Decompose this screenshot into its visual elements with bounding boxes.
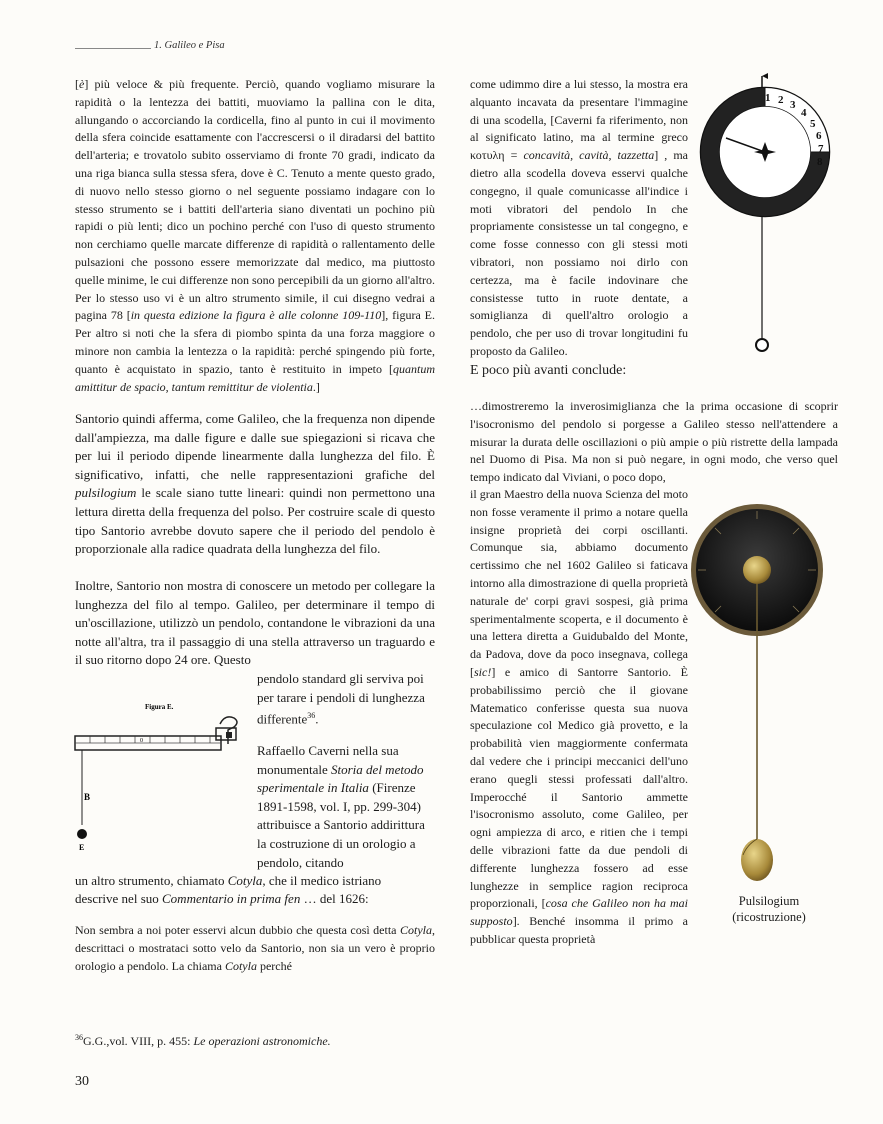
quote-block-3: …dimostreremo la inverosimiglianza che la prima occasione di scoprir l'isocronismo del pendolo si porgesse a Galileo stesso nell'attendere a misurar la durata delle oscillazioni o più ampie o più ristrette della lampada nel Duomo di Pisa. Ma non si può negare, in ogni modo, che verso quel tempo indicato dal Viviani, o poco dopo,: [470, 399, 838, 485]
pulsilogium-bob: [741, 839, 773, 881]
svg-text:3: 3: [790, 99, 796, 111]
paragraph-intro: E poco più avanti conclude:: [470, 363, 627, 378]
quote-block-right: come udimmo dire a lui stesso, la mostra era alquanto incavata da presentare l'immagine di una scodella, [Caverni fa riferimento, non al significato latino, ma al termine greco κοτυλη = concavità, cavità, tazzetta] , ma dietro alla scodella doveva esservi qualche congegno, il quale comunicasse all'indice i moti vibratori del pendolo In che propriamente consistesse un tal congegno, e come fosse connesso con gli stessi moti vibratori, non possiamo noi dirlo con certezza, ma è facile indovinare che consistesse tutto in ruote dentate, a somiglianza di quell'altro orologio a pendolo, che per uso di trovar longitudini fu proposto da Galileo.: [470, 77, 688, 358]
figure-caption: Pulsilogium (ricostruzione): [732, 894, 806, 924]
svg-text:4: 4: [801, 107, 807, 119]
dial-pendulum-bob: [756, 339, 768, 351]
figure-e-bob: [77, 829, 87, 839]
svg-text:1: 1: [765, 92, 771, 104]
running-header: 1. Galileo e Pisa: [154, 40, 225, 51]
quote-block-1: [è] più veloce & più frequente. Perciò, quando vogliamo misurare la rapidità o la lentezza dei battiti, muoviamo la pallina con le dita, allungando o accorciando la cordicella, fino al punto in cui il movimento della sfera coincide esattamente con l'accrescersi o il diradarsi del battito dell'arteria; e trovatolo subito osserviamo di fronte 70 gradi, indicato da una riga bianca sulla stessa sfera, dove è C. Tenuto a mente questo grado, di nuovo nello stesso giorno o nel seguente possiamo indagare con lo stesso strumento se i battiti dell'arteria siano diventati un pochino più rapidi o più lenti; dico un pochino perché con l'uso di questo strumento non cerchiamo quelle marcate differenze di rapidità o rallentamento delle pulsazioni che possono essere memorizzate dal medico, ma piuttosto quelle minime, le cui differenze non sono percepibili da un giorno all'altro. Per lo stesso uso vi è un altro strumento simile, il cui disegno vedrai a pagina 78 [in questa edizione la figura è alle colonne 109-110], figura E. Per altro si noti che la sfera di piombo spinta da una forza maggiore o minore non cambia la lentezza o la rapidità: perché spingendo più forte, quanto è acquistato in spazio, tanto è restituito in impeto [quantum amittitur de spacio, tantum remittitur de violentia.]: [75, 77, 435, 394]
cotyla-dial-figure: [690, 72, 840, 362]
paragraph-2-continued: pendolo standard gli serviva poi per tarare i pendoli di lunghezza differente$^{36}$.: [257, 671, 425, 727]
svg-text:7: 7: [818, 143, 824, 155]
svg-text:2: 2: [778, 94, 784, 106]
figure-e-bracket: [216, 717, 237, 744]
figure-e-label: Figura E.: [145, 703, 174, 711]
page-number: 30: [75, 1074, 89, 1089]
paragraph-1: Santorio quindi afferma, come Galileo, che la frequenza non dipende dall'ampiezza, ma dalle figure e dalle sue spiegazioni si ricava che per lui il periodo dipende linearmente dalla lunghezza del filo. È significativo, infatti, che nelle rappresentazioni grafiche del pulsilogium le scale siano tutte lineari: quindi non permettono una lettura diretta della frequenza del polso. Per costruire scale di questo tipo Santorio avrebbe dovuto sapere che il periodo del pendolo è proporzionale alla radice quadrata della lunghezza del filo.: [75, 411, 435, 557]
figure-e-diagram: [70, 700, 250, 860]
paragraph-3: Raffaello Caverni nella sua monumentale Storia del metodo sperimentale in Italia (Firenze 1891-1598, vol. I, pp. 299-304) attribuisce a Santorio addirittura la costruzione di un orologio a pendolo, citando: [257, 743, 425, 870]
figure-e-label-e: E: [79, 843, 85, 852]
header-rule: [75, 48, 151, 49]
paragraph-2: Inoltre, Santorio non mostra di conoscere un metodo per collegare la lunghezza del filo al tempo. Galileo, per determinare il tempo di un'oscillazione, utilizzò un pendolo, contandone le vibrazioni da una notte all'altra, tra il passaggio di una stella attraverso un traguardo e il suo ritorno dopo 24 ore. Questo: [75, 578, 435, 668]
quote-block-2: Non sembra a noi poter esservi alcun dubbio che questa così detta Cotyla, descrittaci o mostrataci sotto velo da Santorio, non sia un vero è proprio orologio a pendolo. La chiama Cotyla perché: [75, 923, 435, 973]
svg-text:6: 6: [816, 130, 822, 142]
figure-e-scale-mark: 0: [140, 738, 143, 744]
quote-block-3-continued: il gran Maestro della nuova Scienza del moto non fosse veramente il primo a notare quella insigne proprietà dei corpi oscillanti. Comunque sia, abbiamo documento certissimo che nel 1602 Galileo si faticava intorno alla dimostrazione di quella proprietà naturale de' corpi gravi sospesi, già prima sperimentalmente scoperta, e il documento è una lettera diretta a Guidubaldo del Monte, da Padova, dove da poco insegnava, collega [sic!] e amico di Santorre Santorio. È probabilissimo perciò che il giovane Matematico conferisse questa sua nuova speculazione col Medico già provetto, e la probabilità vien maggiormente confermata dal vedere che i principi meccanici dell'uno erano quegli stessi professati dall'altro. Imperocché il Santorio ammette l'isocronismo assoluto, come Galileo, per ogni ampiezza di arco, e ritien che i tempi delle vibrazioni fatte da due pendoli di differente lunghezza fossero ad esse lunghezze in semplice ragion reciproca proporzionali, [cosa che Galileo non ha mai supposto]. Benché insomma il primo a pubblicar questa proprietà: [470, 487, 688, 946]
footnote: $^{36}$G.G.,vol. VIII, p. 455: Le operazioni astronomiche.: [75, 1033, 331, 1048]
paragraph-3-line-a: un altro strumento, chiamato Cotyla, che il medico istriano: [75, 873, 382, 888]
paragraph-3-line-b: descrive nel suo Commentario in prima fen … del 1626:: [75, 891, 369, 906]
pulsilogium-image: [690, 505, 850, 885]
figure-e-label-b: B: [84, 792, 91, 802]
svg-text:5: 5: [810, 118, 816, 130]
svg-text:8: 8: [817, 156, 823, 168]
